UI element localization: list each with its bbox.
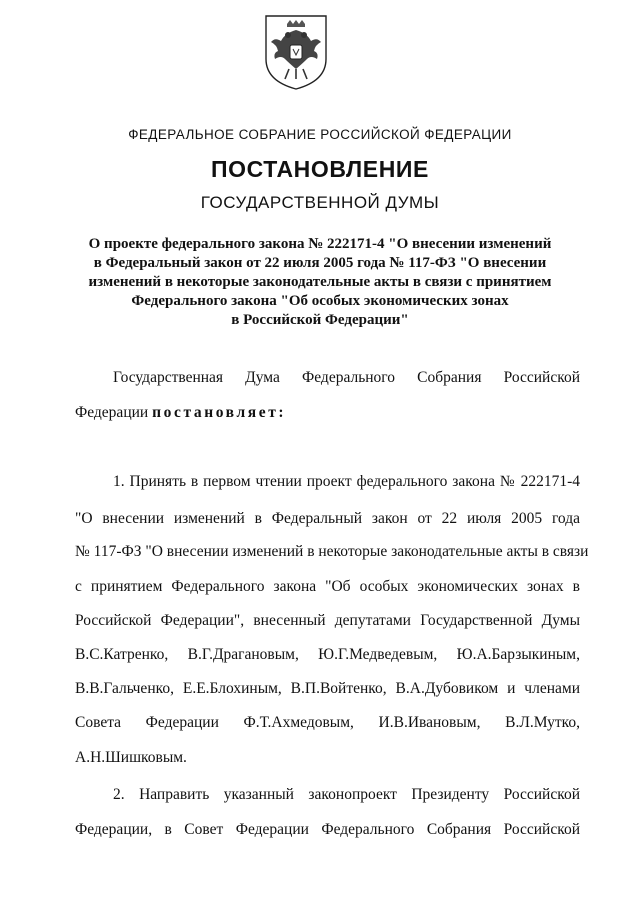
resolution-keyword: постановляет: <box>152 404 287 421</box>
clause-2-line: Федерации, в Совет Федерации Федерального Собрания Российской <box>75 821 580 838</box>
title-line: изменений в некоторые законодательные акты в связи с принятием <box>88 274 552 290</box>
coat-of-arms-emblem <box>263 13 329 91</box>
parliament-name: ФЕДЕРАЛЬНОЕ СОБРАНИЕ РОССИЙСКОЙ ФЕДЕРАЦИИ <box>128 127 512 142</box>
clause-1-line: Совета Федерации Ф.Т.Ахмедовым, И.В.Ивановым, В.Л.Мутко, <box>75 714 580 731</box>
clause-1-line: В.С.Катренко, В.Г.Драгановым, Ю.Г.Медведевым, Ю.А.Барзыкиным, <box>75 646 580 663</box>
title-line: Федерального закона "Об особых экономических зонах <box>131 293 509 309</box>
title-line: в Федеральный закон от 22 июля 2005 года № 117-ФЗ "О внесении <box>93 255 547 271</box>
preamble-line <box>75 403 580 423</box>
preamble-text: Федерации <box>75 404 153 421</box>
clause-1-line: с принятием Федерального закона "Об особых экономических зонах в <box>75 578 580 595</box>
title-line: в Российской Федерации" <box>231 312 409 328</box>
document-type-title: ПОСТАНОВЛЕНИЕ <box>211 156 429 182</box>
coat-of-arms-icon <box>263 13 329 91</box>
resolution-title <box>80 235 560 330</box>
clause-1-line: 1. Принять в первом чтении проект федерального закона № 222171-4 <box>113 473 580 490</box>
clause-1-line: № 117-ФЗ "О внесении изменений в некоторые законодательные акты в связи <box>75 543 589 560</box>
clause-2-line: 2. Направить указанный законопроект Президенту Российской <box>113 786 580 803</box>
clause-1-line: "О внесении изменений в Федеральный закон от 22 июля 2005 года <box>75 510 580 527</box>
clause-1-line: А.Н.Шишковым. <box>75 749 187 766</box>
clause-1-line: В.В.Гальченко, Е.Е.Блохиным, В.П.Войтенко, В.А.Дубовиком и членами <box>75 680 580 697</box>
clause-1-line: Российской Федерации", внесенный депутатами Государственной Думы <box>75 612 580 629</box>
preamble-line: Государственная Дума Федерального Собрания Российской <box>113 369 580 386</box>
title-line: О проекте федерального закона № 222171-4 "О внесении изменений <box>88 236 552 252</box>
document-issuer: ГОСУДАРСТВЕННОЙ ДУМЫ <box>200 193 440 212</box>
